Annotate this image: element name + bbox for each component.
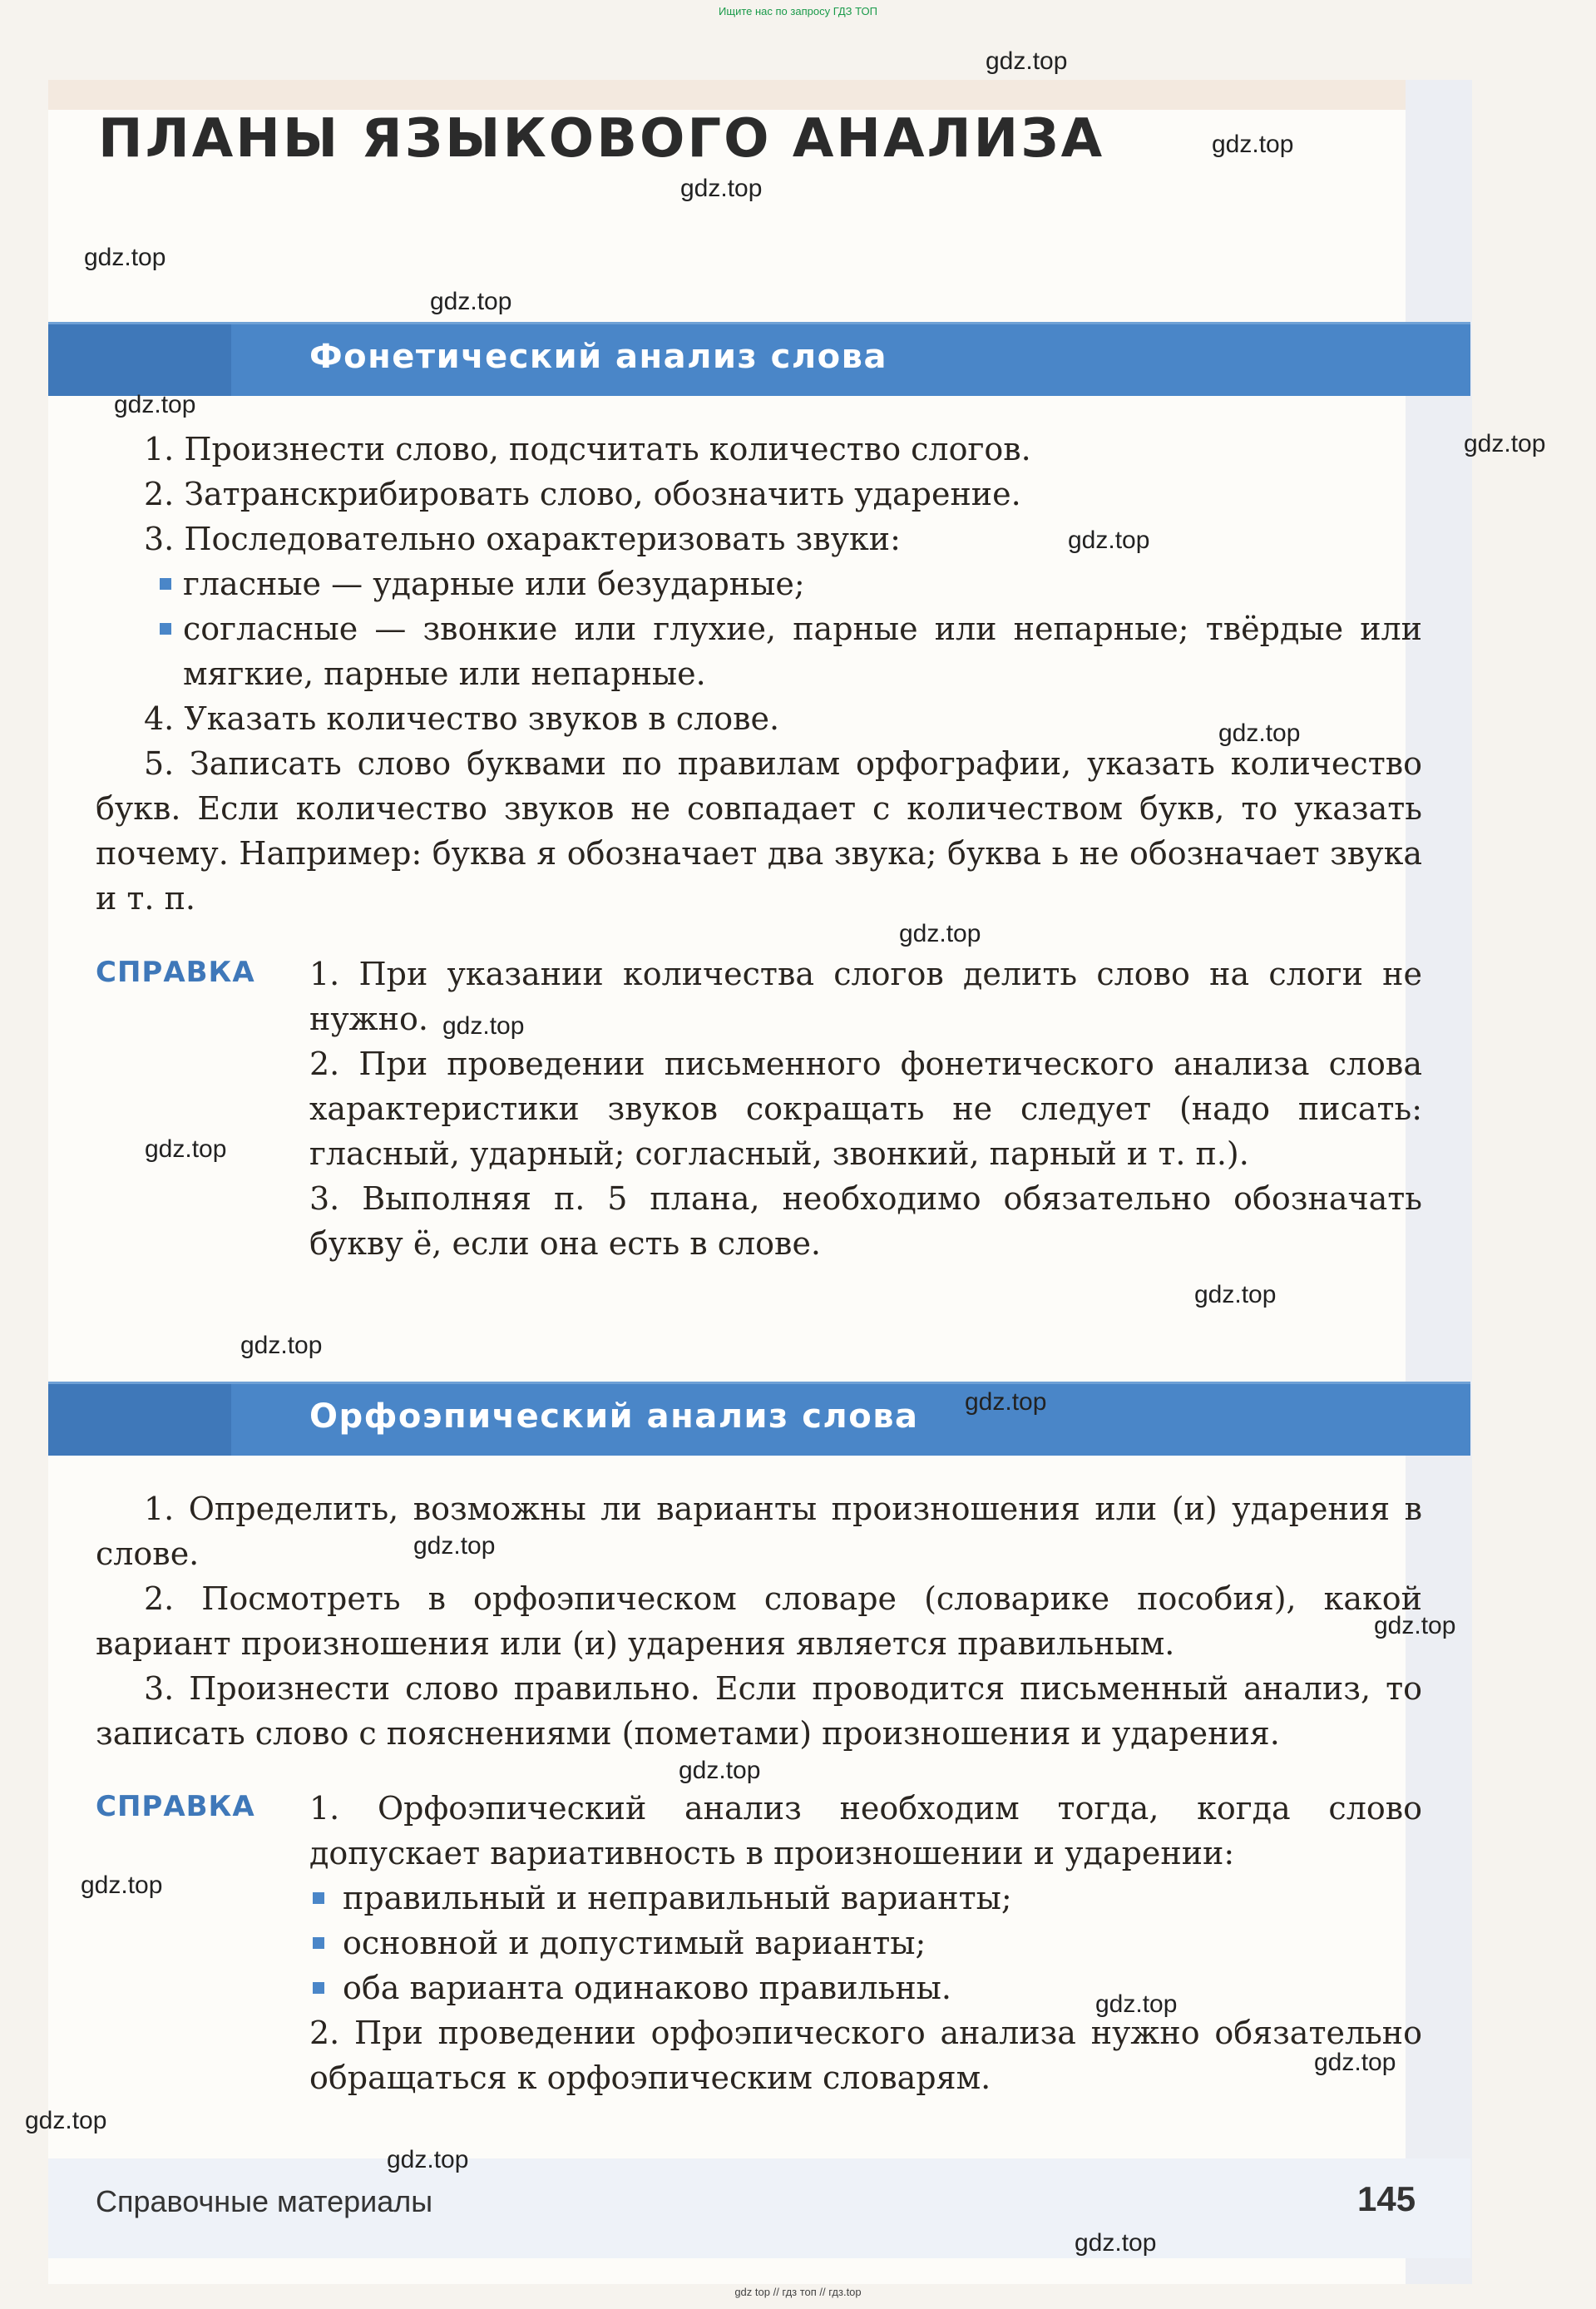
watermark-text: gdz.top: [680, 175, 763, 202]
watermark-text: gdz.top: [899, 920, 981, 947]
watermark-text: gdz.top: [965, 1388, 1047, 1416]
orthoepic-plan: [96, 1486, 1422, 1756]
watermark-text: gdz.top: [430, 288, 512, 315]
plan-step: 4. Указать количество звуков в слове.: [144, 700, 780, 737]
watermark-text: gdz.top: [114, 391, 196, 418]
watermark-text: gdz.top: [442, 1012, 525, 1040]
watermark-text: gdz.top: [986, 47, 1068, 75]
plan-step: 2. Затранскрибировать слово, обозначить ударение.: [144, 476, 1021, 512]
page-top-strip: [48, 80, 1472, 110]
watermark-text: gdz.top: [387, 2146, 469, 2173]
section-title-phonetic: Фонетический анализ слова: [309, 338, 887, 376]
top-banner-note: Ищите нас по запросу ГДЗ ТОП: [719, 5, 877, 17]
watermark-text: gdz.top: [413, 1532, 496, 1560]
spravka-note: 1. При указании количества слогов делить слово на слоги не нужно.: [309, 956, 1422, 1037]
plan-bullet: согласные — звонкие или глухие, парные или непарные; твёрдые или мягкие, парные или непарные.: [96, 606, 1422, 696]
watermark-text: gdz.top: [1374, 1612, 1456, 1639]
watermark-text: gdz.top: [1095, 1990, 1178, 2018]
spravka-bullet: оба варианта одинаково правильны.: [309, 1965, 1422, 2010]
watermark-text: gdz.top: [1075, 2229, 1157, 2257]
section-header-tab: [48, 1384, 231, 1456]
bullet-square-icon: [160, 623, 171, 635]
section-header-orthoepic: [48, 1382, 1470, 1456]
spravka-note: 1. Орфоэпический анализ необходим тогда, когда слово допускает вариативность в произношении и ударении:: [309, 1790, 1422, 1871]
watermark-text: gdz.top: [1464, 430, 1546, 457]
plan-step: 1. Произнести слово, подсчитать количество слогов.: [144, 431, 1031, 467]
watermark-text: gdz.top: [1314, 2049, 1396, 2076]
spravka-note: 2. При проведении орфоэпического анализа нужно обязательно обращаться к орфоэпическим словарям.: [309, 2015, 1422, 2096]
spravka-label: СПРАВКА: [96, 1790, 255, 1823]
bullet-square-icon: [313, 1892, 324, 1904]
bottom-banner-note: gdz top // гдз топ // гдз.top: [734, 2286, 862, 2298]
footer-section-name: Справочные материалы: [96, 2184, 433, 2218]
bullet-square-icon: [313, 1982, 324, 1994]
watermark-text: gdz.top: [1194, 1281, 1277, 1308]
spravka-note: 2. При проведении письменного фонетического анализа слова характеристики звуков сокращать не следует (надо писать: гласный, ударный; согласный, звонкий, парный и т. п.).: [309, 1046, 1422, 1172]
watermark-text: gdz.top: [1068, 527, 1150, 554]
bullet-square-icon: [160, 578, 171, 590]
watermark-text: gdz.top: [1218, 719, 1301, 747]
plan-step: 3. Последовательно охарактеризовать звуки:: [144, 521, 901, 557]
page-number: 145: [1357, 2179, 1416, 2218]
plan-step: 1. Определить, возможны ли варианты произношения или (и) ударения в слове.: [96, 1491, 1422, 1572]
watermark-text: gdz.top: [81, 1871, 163, 1899]
section-header-phonetic: [48, 322, 1470, 396]
watermark-text: gdz.top: [1212, 131, 1294, 158]
watermark-text: gdz.top: [240, 1332, 323, 1359]
bullet-square-icon: [313, 1937, 324, 1949]
spravka-bullet: правильный и неправильный варианты;: [309, 1876, 1422, 1921]
watermark-text: gdz.top: [679, 1757, 761, 1784]
page-title: ПЛАНЫ ЯЗЫКОВОГО АНАЛИЗА: [98, 108, 1105, 170]
watermark-text: gdz.top: [84, 244, 166, 271]
spravka-label: СПРАВКА: [96, 956, 255, 989]
plan-step: 2. Посмотреть в орфоэпическом словаре (словарике пособия), какой вариант произношения или (и) ударения является правильным.: [96, 1580, 1422, 1662]
section-header-tab: [48, 324, 231, 396]
plan-step: 3. Произнести слово правильно. Если проводится письменный анализ, то записать слово с пояснениями (пометами) произношения и ударения.: [96, 1670, 1422, 1752]
watermark-text: gdz.top: [145, 1135, 227, 1163]
spravka-bullet: основной и допустимый варианты;: [309, 1921, 1422, 1965]
phonetic-plan: [96, 427, 1422, 921]
phonetic-spravka: [309, 952, 1422, 1266]
spravka-note: 3. Выполняя п. 5 плана, необходимо обязательно обозначать букву ё, если она есть в слове.: [309, 1180, 1422, 1262]
watermark-text: gdz.top: [25, 2107, 107, 2134]
orthoepic-spravka: [309, 1786, 1422, 2100]
section-title-orthoepic: Орфоэпический анализ слова: [309, 1397, 919, 1436]
plan-bullet: гласные — ударные или безударные;: [96, 561, 1422, 606]
plan-step: 5. Записать слово буквами по правилам орфографии, указать количество букв. Если количество звуков не совпадает с количеством букв, то указать почему. Например: буква я обозначает два звука; буква ь не обозначает звука и т. п.: [96, 745, 1422, 917]
